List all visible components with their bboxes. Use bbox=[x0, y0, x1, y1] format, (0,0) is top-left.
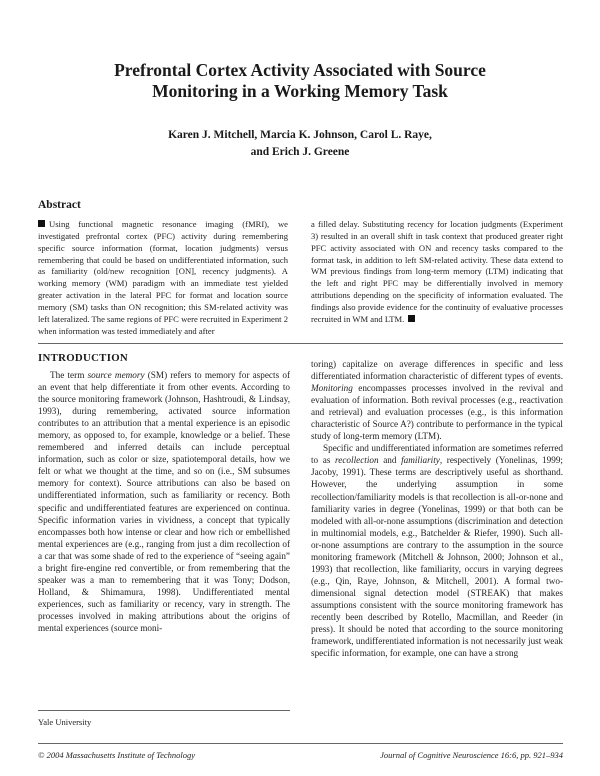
abstract-text-left: Using functional magnetic resonance imaging (fMRI), we investigated prefrontal cortex (PFC) activity during remembering specific source information (format, location judgments) versus remembering that could be based on undifferentiated information, such as familiarity (old/new recognition [ON], recency judgments). A working memory (WM) paradigm with an immediate test yielded greater activation in the lateral PFC for format and location source memory (SM) tasks than ON recognition; this SM-related activity was left lateralized. The same regions of PFC were recruited in Experiment 2 when information was tested immediately and after bbox=[38, 219, 288, 336]
author-list bbox=[40, 127, 560, 161]
authors-line-1: Karen J. Mitchell, Marcia K. Johnson, Carol L. Raye, bbox=[168, 129, 432, 141]
abstract-start-square-icon bbox=[38, 220, 45, 227]
intro-column-right bbox=[311, 358, 563, 659]
abstract-column-right bbox=[311, 219, 563, 326]
paper-title bbox=[40, 60, 560, 102]
footnote-divider bbox=[38, 710, 290, 711]
intro-term-familiarity: familiarity bbox=[401, 455, 440, 466]
intro-text: Specific and undifferentiated information are sometimes referred to as bbox=[311, 443, 563, 466]
abstract-heading: Abstract bbox=[38, 199, 81, 211]
copyright-notice: © 2004 Massachusetts Institute of Technology bbox=[38, 750, 196, 760]
intro-paragraph bbox=[311, 358, 563, 442]
introduction-heading: INTRODUCTION bbox=[38, 352, 128, 364]
abstract-divider bbox=[38, 343, 563, 344]
intro-term-source-memory: source memory bbox=[87, 370, 145, 380]
abstract-end-square-icon bbox=[408, 315, 415, 322]
intro-text: (SM) refers to memory for aspects of an event that help differentiate it from other events. According to the source monitoring framework (Johnson, Hashtroudi, & Lindsay, 1993), during remembering, activated source information contributes to an attribution that a mental experience is an episodic memory, as opposed to, for example, knowledge or a belief. These remembered and inferred details can include perceptual information, such as color or size, spatiotemporal details, how we felt or what we thought at the time, and so on (i.e., SM subsumes memory for context). Source attributions can also be based on undifferentiated information, such as familiarity or recency. Both specific and undifferentiated features are experienced on continua. Specific information varies in vividness, a concept that typically encompasses both how intense or clear and how rich or embellished mental experiences are (e.g., ranging from just a dim recollection of a car that was some shade of red to the experience of “seeing again” a bright fire-engine red convertible, or from remembering that the speaker was a man to remembering that it was Tony; Dodson, Holland, & Shimamura, 1998). Undifferentiated mental experiences, such as familiarity or recency, vary in strength. The processes involved in making attributions about the origins of mental experiences (source moni- bbox=[38, 370, 291, 633]
intro-text: , respectively (Yonelinas, 1999; Jacoby, 1991). These terms are descriptively useful as shorthand. However, the underlying assumption in some recollection/familiarity models is that recollection is all-or-none and familiarity varies in degree (Yonelinas, 1999) or that both can be modeled with all-or-none assumptions (discrimination and detection in multinomial models, e.g., Batchelder & Riefer, 1990). Such all-or-none assumptions are contrary to the assumption in the source monitoring framework (Mitchell & Johnson, 2000; Johnson et al., 1993) that recollection, like familiarity, occurs in varying degrees (e.g., Qin, Raye, Johnson, & Mitchell, 2001). A formal two-dimensional signal detection model (STREAK) that makes assumptions consistent with the source monitoring framework has recently been described by Rotello, Macmillan, and Reeder (in press). It should be noted that according to the source monitoring framework, undifferentiated information is not necessarily just weak specific information, for example, one can have a strong bbox=[311, 455, 563, 659]
intro-paragraph bbox=[311, 442, 563, 659]
title-line-2: Monitoring in a Working Memory Task bbox=[152, 81, 448, 101]
abstract-text-right: a filled delay. Substituting recency for location judgments (Experiment 3) resulted in an overall shift in task context that produced greater right PFC activity associated with ON and recency tasks compared to the format task, in addition to left SM-related activity. These data extend to WM previous findings from long-term memory (LTM) indicating that the left and right PFC may be differentially involved in memory attributions depending on the specificity of information evaluated. The findings also provide evidence for the continuity of evaluative processes recruited in WM and LTM. bbox=[311, 219, 563, 324]
intro-paragraph bbox=[38, 369, 290, 634]
intro-term-recollection: recollection bbox=[335, 455, 379, 466]
journal-citation: Journal of Cognitive Neuroscience 16:6, pp. 921–934 bbox=[380, 750, 563, 760]
intro-term-monitoring: Monitoring bbox=[311, 383, 353, 394]
intro-text: The term bbox=[50, 370, 88, 380]
abstract-column-left bbox=[38, 219, 288, 337]
title-line-1: Prefrontal Cortex Activity Associated with Source bbox=[114, 60, 486, 80]
intro-text: toring) capitalize on average differences in specific and less differentiated information characteristic of different types of events. bbox=[311, 359, 563, 382]
intro-text: and bbox=[378, 455, 402, 466]
author-affiliation: Yale University bbox=[38, 717, 92, 727]
intro-column-left bbox=[38, 369, 290, 634]
intro-text: encompasses processes involved in the revival and evaluation of information. Both revival processes (e.g., reactivation and retrieval) and evaluation processes (e.g., is this information characteristic of Source A?) contribute to performance in the typical study of long-term memory (LTM). bbox=[311, 383, 563, 442]
footer-divider bbox=[38, 743, 563, 744]
authors-line-2: and Erich J. Greene bbox=[250, 146, 350, 158]
